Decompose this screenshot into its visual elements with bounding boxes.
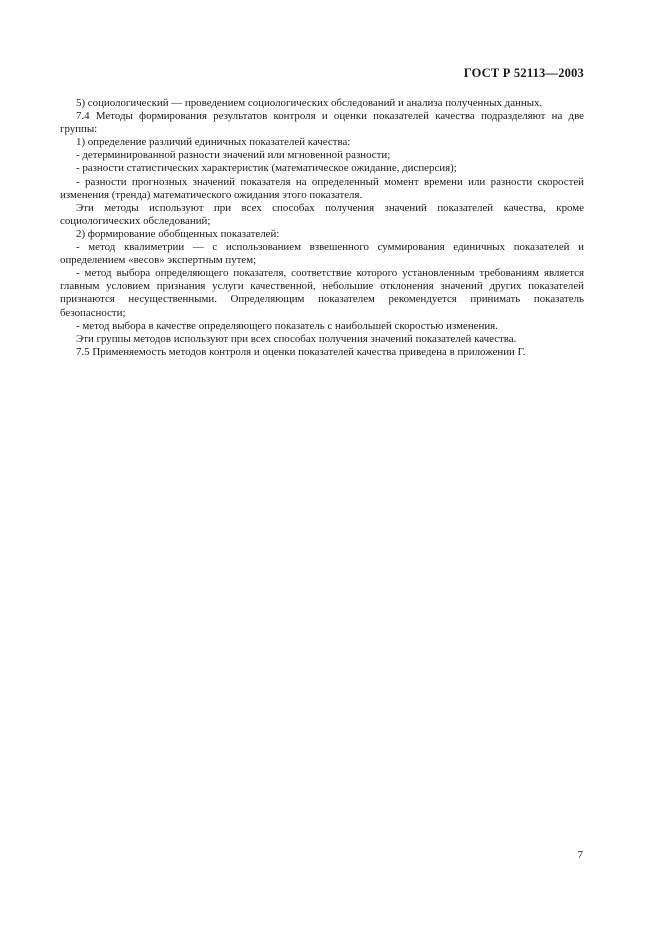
paragraph: - разности прогнозных значений показателя на определенный момент времени или разности скоростей изменения (тренда) математического ожидания этого показателя. <box>60 175 584 201</box>
paragraph: - детерминированной разности значений или мгновенной разности; <box>76 149 391 162</box>
page-number: 7 <box>577 849 583 861</box>
document-header-code: ГОСТ Р 52113—2003 <box>463 66 584 80</box>
paragraph: 2) формирование обобщенных показателей: <box>76 227 280 240</box>
paragraph: 5) социологический — проведением социологических обследований и анализа полученных данных. <box>76 97 543 109</box>
paragraph: Эти методы используют при всех способах получения значений показателей качества, кроме социологических обследований; <box>60 201 584 227</box>
paragraph: 7.5 Применяемость методов контроля и оценки показателей качества приведена в приложении Г. <box>76 345 526 358</box>
paragraph: - метод квалиметрии — с использованием взвешенного суммирования единичных показателей и определением «весов» экспертным путем; <box>60 241 584 267</box>
paragraph: Эти группы методов используют при всех способах получения значений показателей качества. <box>76 332 517 345</box>
paragraph: 1) определение различий единичных показателей качества: <box>76 136 351 149</box>
paragraph: 7.4 Методы формирования результатов контроля и оценки показателей качества подразделяют на две группы: <box>60 110 584 136</box>
paragraph: - метод выбора в качестве определяющего показатель с наибольшей скоростью изменения. <box>76 319 498 332</box>
paragraph: - разности статистических характеристик (математическое ожидание, дисперсия); <box>76 162 457 175</box>
paragraph: - метод выбора определяющего показателя, соответствие которого установленным требованиям является главным условием признания услуги качественной, небольшие отклонения значений других показателей признаются несущественными. Определяющим показателем рекомендуется принимать показатель безопасности; <box>60 267 584 319</box>
document-body <box>60 97 584 359</box>
